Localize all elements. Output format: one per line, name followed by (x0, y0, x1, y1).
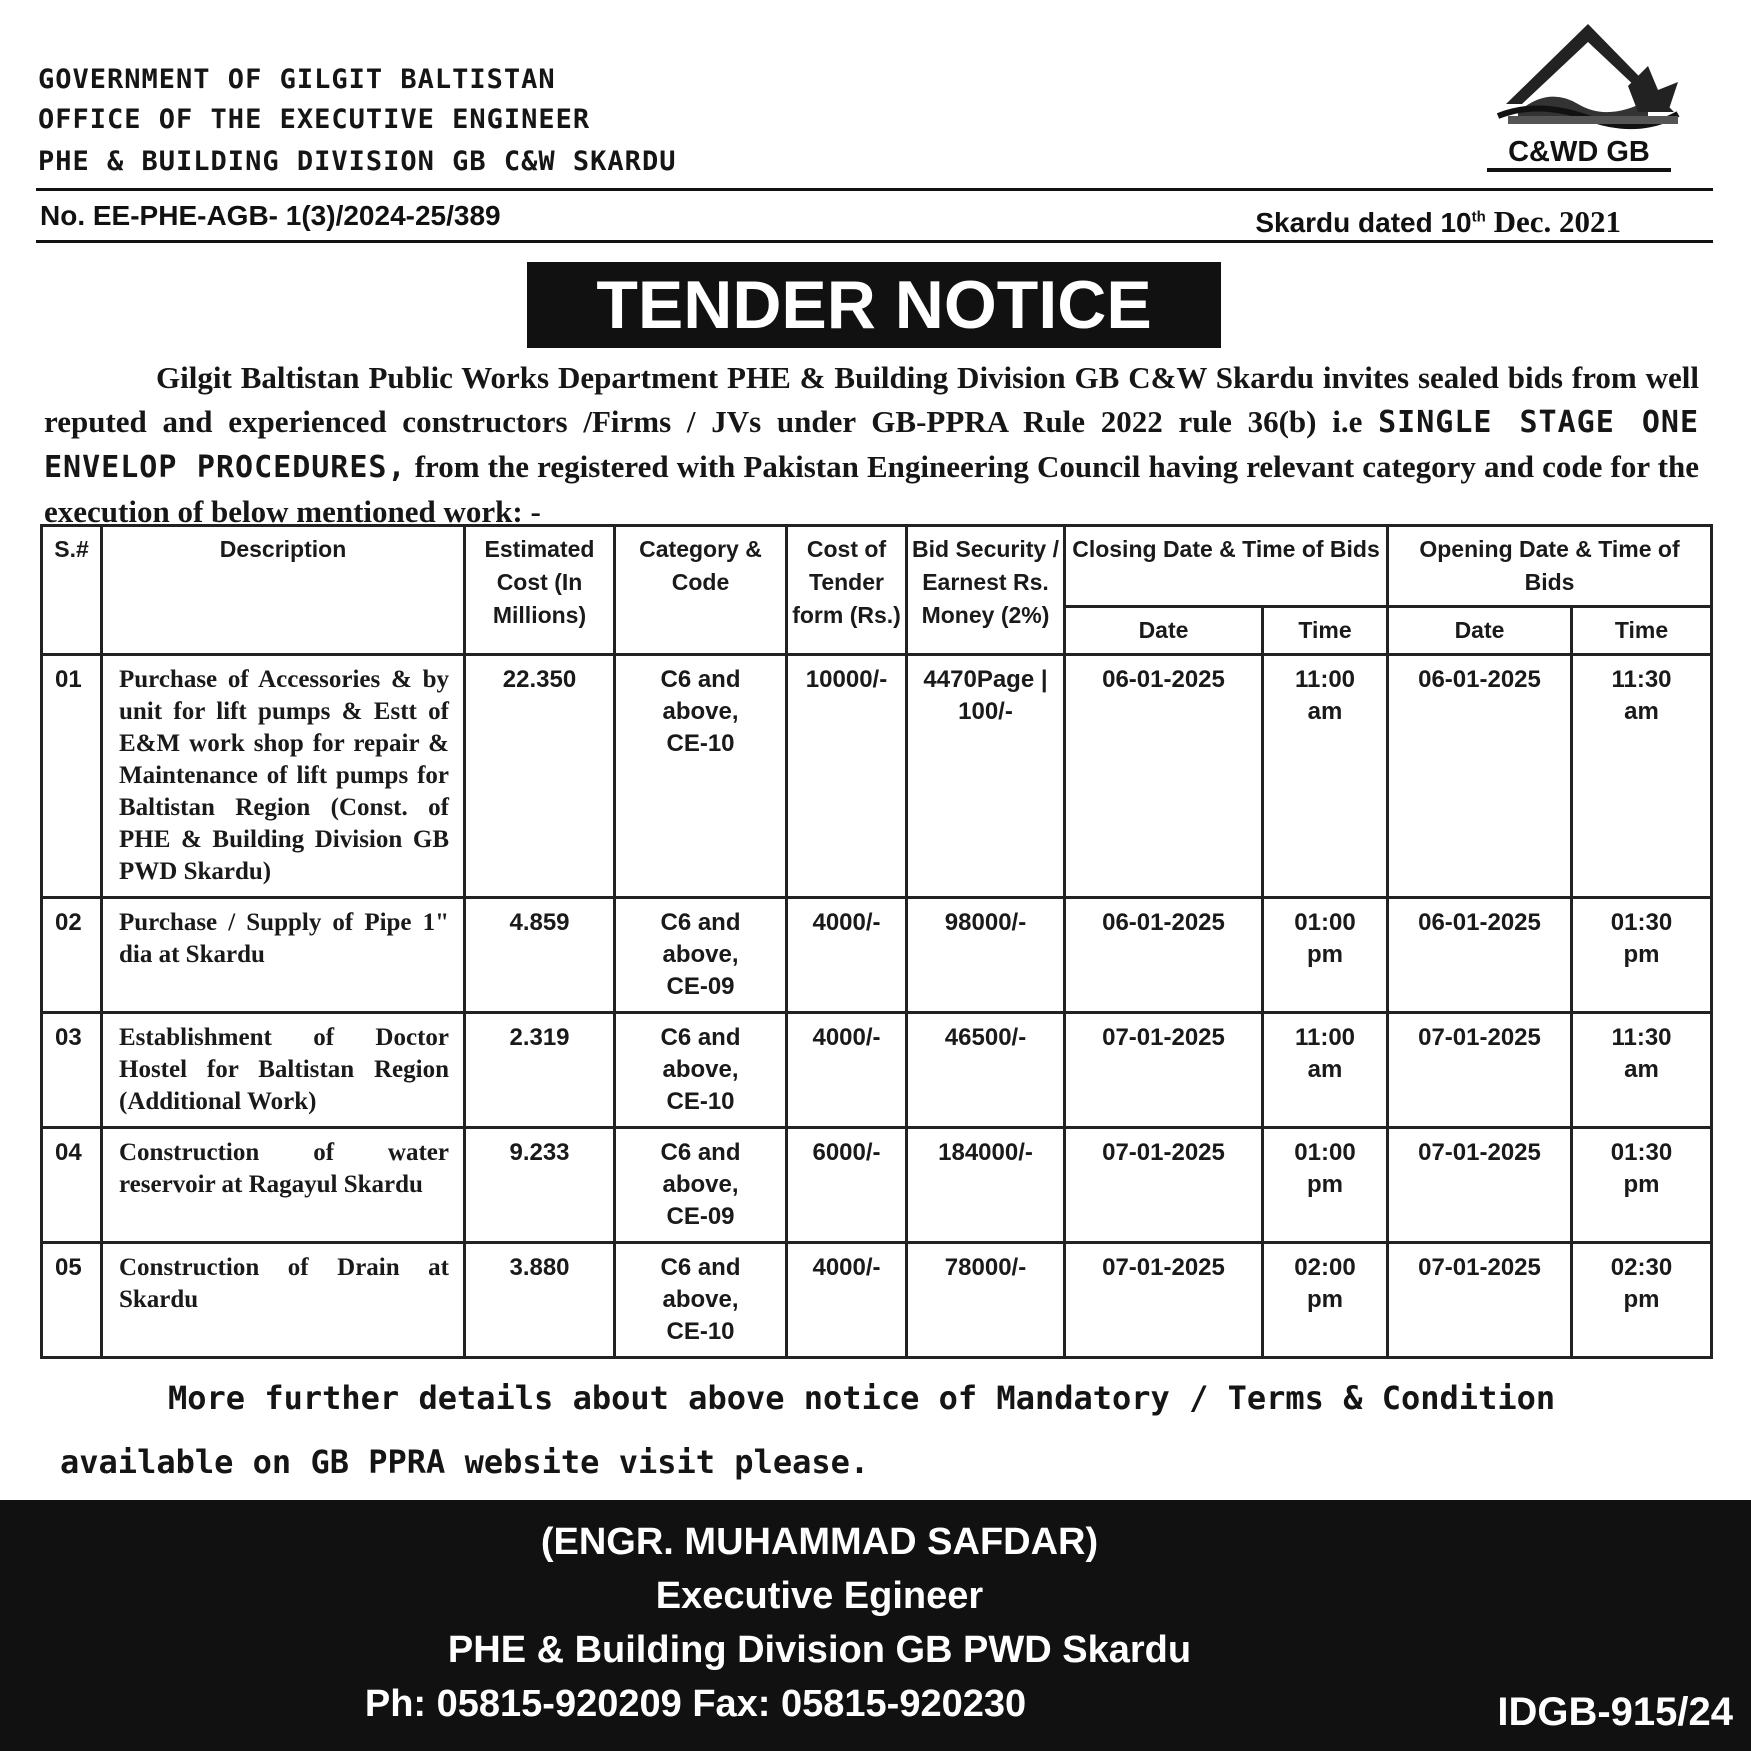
cell-sn: 03 (42, 1013, 102, 1128)
cell-category: C6 and above, CE-10 (615, 655, 787, 898)
dated-line (1255, 204, 1621, 240)
dated-prefix: Skardu dated 10 (1255, 207, 1472, 238)
table-row (42, 1013, 1712, 1128)
more-details-text: More further details about above notice of Mandatory / Terms & Condition available on GB PPRA website visit please. (60, 1379, 1556, 1481)
intro-procedure: SINGLE STAGE ONE ENVELOP PROCEDURES, (44, 405, 1700, 485)
cell-sn: 05 (42, 1243, 102, 1358)
page-title: TENDER NOTICE (527, 262, 1221, 348)
cell-opening-time: 11:30 am (1572, 1013, 1712, 1128)
logo-text: C&WD GB (1487, 136, 1671, 172)
cell-tender-fee: 4000/- (787, 1243, 907, 1358)
cell-opening-date: 06-01-2025 (1388, 655, 1572, 898)
col-header-opening-date: Date (1388, 607, 1572, 655)
cell-opening-time: 01:30 pm (1572, 1128, 1712, 1243)
cell-description: Construction of water reservoir at Ragayul Skardu (102, 1128, 465, 1243)
cell-closing-time: 01:00 pm (1263, 1128, 1388, 1243)
cell-description: Construction of Drain at Skardu (102, 1243, 465, 1358)
signatory-office: PHE & Building Division GB PWD Skardu (447, 1629, 1192, 1671)
col-header-opening-time: Time (1572, 607, 1712, 655)
cell-cost: 9.233 (465, 1128, 615, 1243)
cell-tender-fee: 4000/- (787, 898, 907, 1013)
header-government: GOVERNMENT OF GILGIT BALTISTAN (38, 64, 556, 95)
tender-table (40, 524, 1713, 1359)
cell-closing-time: 02:00 pm (1263, 1243, 1388, 1358)
cell-bid-security: 98000/- (907, 898, 1065, 1013)
cell-sn: 04 (42, 1128, 102, 1243)
intro-part1: Gilgit Baltistan Public Works Department PHE & Building Division GB C&W Skardu invites sealed bids from well reputed and experienced constructors /Firms / JVs under GB-PPRA Rule 2022 rule 36(b) i.e (44, 360, 1699, 439)
cell-category: C6 and above, CE-10 (615, 1243, 787, 1358)
table-row (42, 1243, 1712, 1358)
cell-tender-fee: 6000/- (787, 1128, 907, 1243)
col-header-bid-security: Bid Security / Earnest Rs. Money (2%) (907, 526, 1065, 655)
cell-category: C6 and above, CE-09 (615, 1128, 787, 1243)
cell-closing-date: 07-01-2025 (1065, 1243, 1263, 1358)
cell-closing-time: 11:00 am (1263, 1013, 1388, 1128)
cell-closing-date: 07-01-2025 (1065, 1128, 1263, 1243)
signature-block (0, 1500, 1751, 1751)
col-header-opening: Opening Date & Time of Bids (1388, 526, 1712, 607)
cell-category: C6 and above, CE-09 (615, 898, 787, 1013)
cell-cost: 22.350 (465, 655, 615, 898)
cell-closing-date: 06-01-2025 (1065, 898, 1263, 1013)
col-header-closing-time: Time (1263, 607, 1388, 655)
cell-description: Purchase / Supply of Pipe 1" dia at Skardu (102, 898, 465, 1013)
contact-numbers: Ph: 05815-920209 Fax: 05815-920230 (364, 1683, 1027, 1725)
cell-sn: 02 (42, 898, 102, 1013)
cell-bid-security: 4470Page | 100/- (907, 655, 1065, 898)
table-row (42, 898, 1712, 1013)
cell-description: Establishment of Doctor Hostel for Baltistan Region (Additional Work) (102, 1013, 465, 1128)
bottom-rule (36, 240, 1713, 243)
cell-category: C6 and above, CE-10 (615, 1013, 787, 1128)
col-header-category: Category & Code (615, 526, 787, 655)
intro-part2: from the registered with Pakistan Engineering Council having relevant category and code for the execution of below mentioned work: - (44, 449, 1700, 529)
header-division: PHE & BUILDING DIVISION GB C&W SKARDU (38, 146, 677, 177)
cell-bid-security: 184000/- (907, 1128, 1065, 1243)
table-row (42, 1128, 1712, 1243)
more-details-note (60, 1366, 1700, 1494)
col-header-description: Description (102, 526, 465, 655)
cell-closing-date: 07-01-2025 (1065, 1013, 1263, 1128)
table-row (42, 655, 1712, 898)
signatory-designation: Executive Egineer (655, 1575, 984, 1617)
cell-tender-fee: 10000/- (787, 655, 907, 898)
cell-opening-date: 07-01-2025 (1388, 1243, 1572, 1358)
top-rule (36, 188, 1713, 191)
cell-description: Purchase of Accessories & by unit for lift pumps & Estt of E&M work shop for repair & Maintenance of lift pumps for Baltistan Region (Const. of PHE & Building Division GB PWD Skardu) (102, 655, 465, 898)
cell-tender-fee: 4000/- (787, 1013, 907, 1128)
col-header-tender-cost: Cost of Tender form (Rs.) (787, 526, 907, 655)
col-header-closing: Closing Date & Time of Bids (1065, 526, 1388, 607)
cell-sn: 01 (42, 655, 102, 898)
cell-opening-date: 06-01-2025 (1388, 898, 1572, 1013)
cell-closing-time: 11:00 am (1263, 655, 1388, 898)
cell-opening-date: 07-01-2025 (1388, 1013, 1572, 1128)
cell-closing-date: 06-01-2025 (1065, 655, 1263, 898)
col-header-sn: S.# (42, 526, 102, 655)
reference-number: No. EE-PHE-AGB- 1(3)/2024-25/389 (40, 200, 501, 231)
col-header-closing-date: Date (1065, 607, 1263, 655)
cell-opening-time: 11:30 am (1572, 655, 1712, 898)
cell-cost: 3.880 (465, 1243, 615, 1358)
signatory-name: (ENGR. MUHAMMAD SAFDAR) (540, 1521, 1099, 1563)
cell-cost: 4.859 (465, 898, 615, 1013)
cell-opening-time: 02:30 pm (1572, 1243, 1712, 1358)
col-header-estimated-cost: Estimated Cost (In Millions) (465, 526, 615, 655)
dated-month: Dec. 2021 (1493, 204, 1621, 239)
cell-opening-time: 01:30 pm (1572, 898, 1712, 1013)
dated-suffix: th (1471, 208, 1486, 226)
intro-paragraph (44, 356, 1699, 534)
cell-bid-security: 78000/- (907, 1243, 1065, 1358)
cell-bid-security: 46500/- (907, 1013, 1065, 1128)
ad-id: IDGB-915/24 (1497, 1690, 1733, 1734)
cell-closing-time: 01:00 pm (1263, 898, 1388, 1013)
header-office: OFFICE OF THE EXECUTIVE ENGINEER (38, 104, 591, 135)
cell-opening-date: 07-01-2025 (1388, 1128, 1572, 1243)
cell-cost: 2.319 (465, 1013, 615, 1128)
